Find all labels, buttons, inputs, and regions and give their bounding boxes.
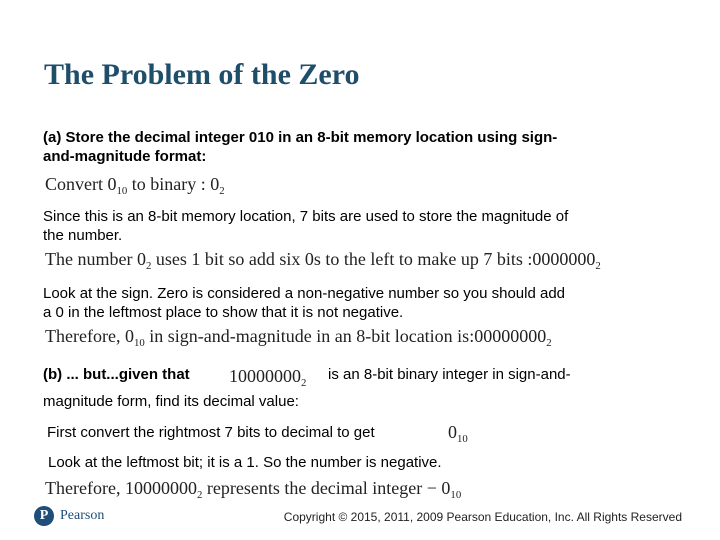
copyright-notice: Copyright © 2015, 2011, 2009 Pearson Education, Inc. All Rights Reserved [283,510,682,524]
therefore-result: in sign-and-magnitude in an 8-bit location is:00000000 [144,326,547,346]
part-b-label: (b) ... but... [43,366,119,383]
pearson-logo-text: Pearson [60,508,105,523]
magnitude-explanation [43,207,568,245]
padding-result-subscript: 2 [595,259,601,272]
part-b-binary-subscript: 2 [301,376,307,389]
convert-subscript: 10 [116,184,128,197]
leftmost-bit-text: Look at the leftmost bit; it is a 1. So the number is negative. [48,454,442,471]
part-b-given: given that [118,366,190,383]
final-equation [45,478,461,499]
convert-text: Convert 0 [45,174,117,194]
final-result-subscript: 10 [450,488,462,501]
part-b-rest: is an 8-bit binary integer in sign-and- [328,366,571,383]
padding-subscript: 2 [145,259,152,272]
convert-result-subscript: 2 [219,184,225,197]
part-b-binary: 10000000 [229,366,301,386]
pearson-logo [34,506,104,526]
part-a-line1: (a) Store the decimal integer 010 in an 8-bit memory location using sign- [43,129,558,146]
therefore-text: Therefore, 0 [45,326,134,346]
part-b-value [229,366,306,387]
therefore-result-subscript: 2 [546,336,552,349]
final-result: represents the decimal integer − 0 [202,478,451,498]
padding-equation [45,249,601,270]
sign-magnitude-equation [45,326,552,347]
final-text: Therefore, 10000000 [45,478,197,498]
padding-result: uses 1 bit so add six 0s to the left to make up 7 bits :0000000 [151,249,596,269]
since-line1: Since this is an 8-bit memory location, 7 bits are used to store the magnitude of [43,208,569,225]
first-convert-value [448,422,468,443]
since-line2: the number. [43,227,123,244]
first-value: 0 [448,422,457,442]
pearson-logo-icon: P [34,506,54,526]
part-b-line2: magnitude form, find its decimal value: [43,393,299,410]
convert-result: to binary : 0 [127,174,220,194]
sign-line1: Look at the sign. Zero is considered a non-negative number so you should add [43,285,565,302]
part-b-prompt [43,366,190,383]
padding-text: The number 0 [45,249,146,269]
part-a-line2: and-magnitude format: [43,148,207,165]
sign-explanation [43,284,565,322]
first-value-subscript: 10 [457,432,468,445]
first-convert-text: First convert the rightmost 7 bits to decimal to get [47,424,375,441]
sign-line2: a 0 in the leftmost place to show that it is not negative. [43,304,404,321]
slide-title: The Problem of the Zero [44,58,360,91]
final-subscript: 2 [196,488,203,501]
part-a-prompt [43,128,557,166]
convert-equation [45,174,225,195]
therefore-subscript: 10 [133,336,145,349]
